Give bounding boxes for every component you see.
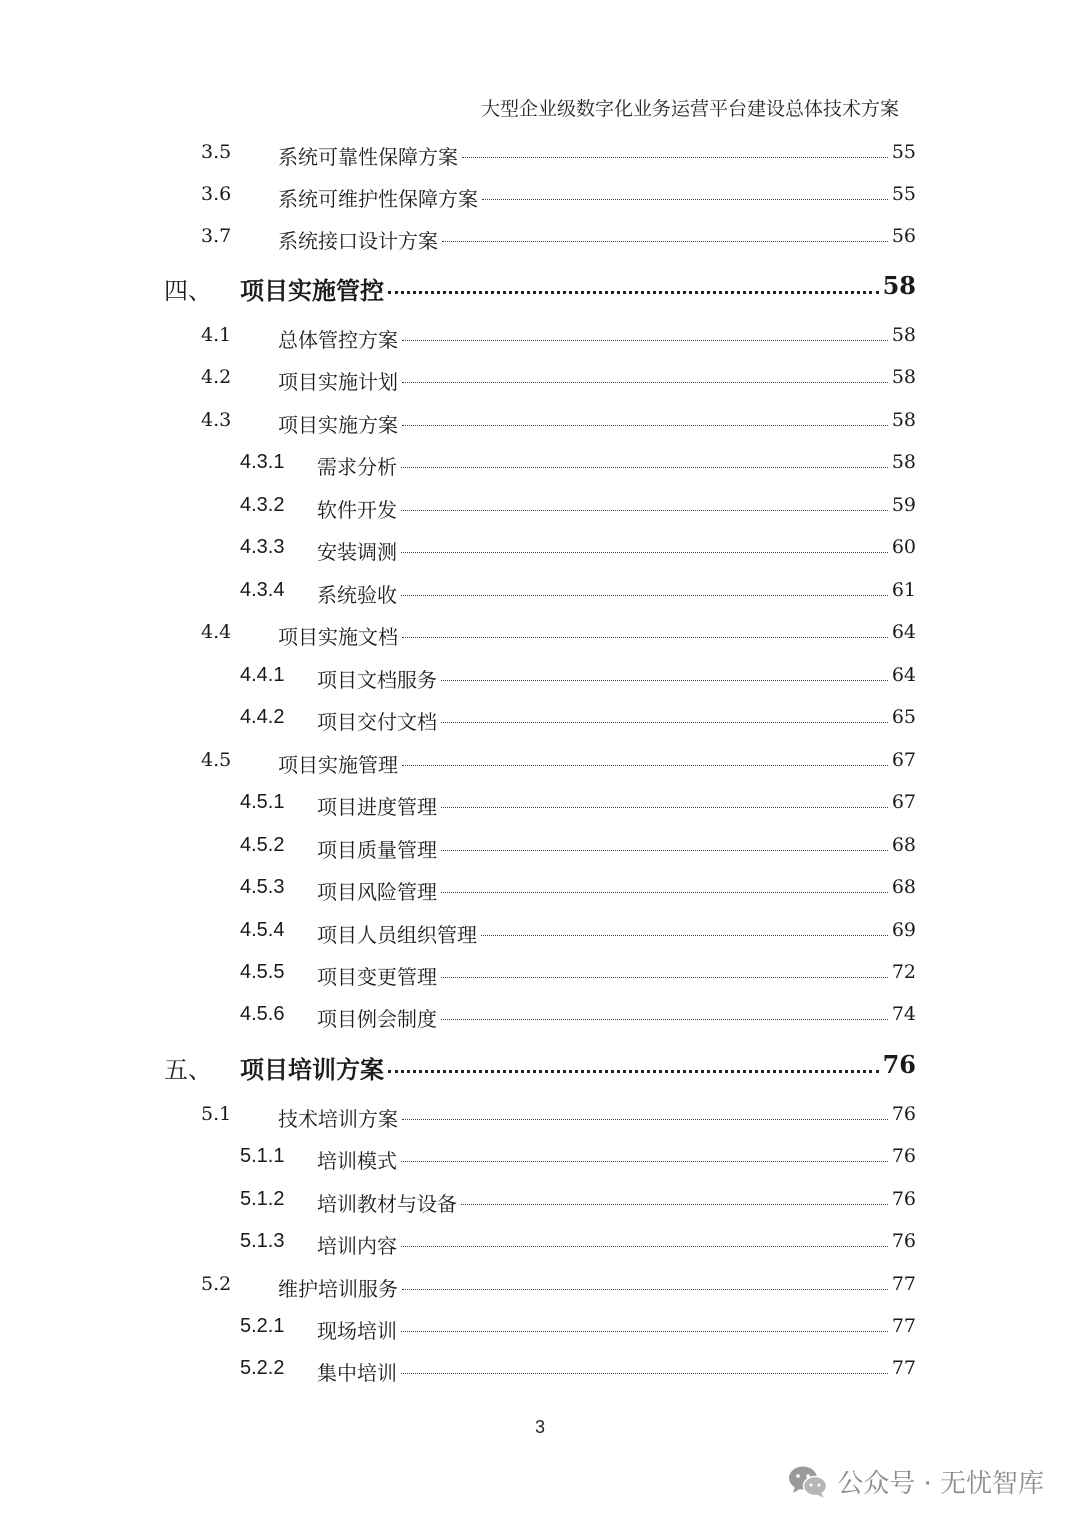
toc-entry-title: 软件开发 [317,498,397,522]
toc-entry-title: 项目进度管理 [317,795,437,819]
toc-entry-page: 65 [891,706,916,728]
toc-entry-title: 系统接口设计方案 [278,229,438,253]
toc-entry-number: 3.6 [201,183,232,205]
toc-entry-number: 4.5.1 [240,791,285,813]
toc-dot-leader [401,1161,888,1162]
toc-entry-title: 项目交付文档 [317,710,437,734]
toc-entry-number: 4.1 [201,324,232,346]
toc-entry-title: 系统可靠性保障方案 [278,145,458,169]
toc-entry-number: 4.4.2 [240,706,285,728]
toc-entry-page: 76 [891,1188,916,1210]
toc-entry-title: 技术培训方案 [278,1107,398,1131]
toc-entry-title: 项目实施管控 [240,276,384,305]
toc-entry-number: 5.1 [201,1103,232,1125]
toc-entry-number: 5.2 [201,1273,232,1295]
toc-entry-page: 69 [891,919,916,941]
toc-entry-number: 4.3.2 [240,494,285,516]
toc-entry-page: 64 [891,621,916,643]
toc-entry-title: 项目实施文档 [278,625,398,649]
toc-dot-leader [401,1373,888,1374]
toc-dot-leader [441,850,888,851]
toc-dot-leader [401,467,888,468]
toc-entry-number: 4.5 [201,749,232,771]
toc-entry-page: 61 [891,579,916,601]
toc-dot-leader [401,1246,888,1247]
toc-entry-number: 4.5.2 [240,834,285,856]
toc-dot-leader [402,340,888,341]
toc-entry-page: 55 [891,183,916,205]
toc-entry-page: 68 [891,876,916,898]
toc-entry-page: 67 [891,749,916,771]
toc-dot-leader [402,425,888,426]
toc-dot-leader [401,1331,888,1332]
toc-entry-page: 55 [891,141,916,163]
toc-dot-leader [482,199,888,200]
toc-dot-leader [402,637,888,638]
toc-dot-leader [441,892,888,893]
toc-entry-title: 项目人员组织管理 [317,923,477,947]
toc-dot-leader [402,765,888,766]
toc-entry-number: 5.1.1 [240,1145,285,1167]
toc-dot-leader [441,680,888,681]
toc-entry-title: 需求分析 [317,455,397,479]
toc-entry-title: 项目变更管理 [317,965,437,989]
wechat-icon [787,1464,829,1500]
toc-entry-page: 58 [882,271,916,300]
toc-entry-number: 5.2.2 [240,1357,285,1379]
toc-entry-title: 项目实施管理 [278,753,398,777]
toc-dot-leader [441,722,888,723]
toc-entry-page: 76 [891,1103,916,1125]
toc-entry-title: 培训教材与设备 [317,1192,457,1216]
toc-entry-title: 总体管控方案 [278,328,398,352]
toc-entry-title: 集中培训 [317,1361,397,1385]
toc-entry-number: 4.5.4 [240,919,285,941]
toc-entry-page: 59 [891,494,916,516]
toc-entry-title: 项目实施方案 [278,413,398,437]
toc-dot-leader [402,382,888,383]
watermark [787,1463,1044,1500]
toc-entry-title: 项目实施计划 [278,370,398,394]
toc-dot-leader [461,1204,888,1205]
toc-entry-number: 4.3.4 [240,579,285,601]
toc-entry-page: 76 [882,1050,916,1079]
toc-dot-leader [441,1019,888,1020]
toc-entry-title: 系统可维护性保障方案 [278,187,478,211]
toc-entry-page: 77 [891,1315,916,1337]
toc-entry-page: 68 [891,834,916,856]
toc-dot-leader [481,935,888,936]
toc-entry-page: 72 [891,961,916,983]
running-header: 大型企业级数字化业务运营平台建设总体技术方案 [480,98,899,120]
toc-entry-number: 五、 [164,1056,212,1084]
toc-entry-page: 74 [891,1003,916,1025]
toc-entry-page: 77 [891,1273,916,1295]
toc-entry-page: 64 [891,664,916,686]
toc-dot-leader [402,1289,888,1290]
toc-entry-number: 4.5.5 [240,961,285,983]
toc-entry-number: 4.4 [201,621,232,643]
toc-entry-title: 维护培训服务 [278,1277,398,1301]
toc-dot-leader [442,241,888,242]
toc-entry-title: 项目例会制度 [317,1007,437,1031]
toc-entry-title: 现场培训 [317,1319,397,1343]
toc-dot-leader [388,291,879,294]
toc-entry-number: 4.2 [201,366,232,388]
toc-entry-title: 项目文档服务 [317,668,437,692]
page-number: 3 [534,1417,545,1437]
toc-entry-number: 4.5.3 [240,876,285,898]
toc-entry-page: 76 [891,1145,916,1167]
toc-entry-number: 4.3.3 [240,536,285,558]
toc-entry-page: 58 [891,366,916,388]
toc-entry-number: 5.1.3 [240,1230,285,1252]
toc-entry-page: 58 [891,409,916,431]
toc-entry-title: 项目质量管理 [317,838,437,862]
toc-entry-page: 77 [891,1357,916,1379]
toc-entry-page: 67 [891,791,916,813]
toc-dot-leader [402,1119,888,1120]
toc-dot-leader [401,552,888,553]
toc-entry-title: 培训内容 [317,1234,397,1258]
toc-entry-number: 4.3 [201,409,232,431]
toc-entry-number: 3.5 [201,141,232,163]
toc-entry-number: 4.3.1 [240,451,285,473]
toc-dot-leader [401,510,888,511]
toc-entry-page: 58 [891,324,916,346]
toc-entry-number: 3.7 [201,225,232,247]
toc-entry-number: 4.4.1 [240,664,285,686]
toc-entry-title: 系统验收 [317,583,397,607]
toc-entry-title: 培训模式 [317,1149,397,1173]
toc-dot-leader [462,157,888,158]
toc-entry-page: 60 [891,536,916,558]
toc-entry-page: 76 [891,1230,916,1252]
toc-entry-title: 项目风险管理 [317,880,437,904]
toc-entry-number: 四、 [164,277,212,305]
toc-entry-number: 5.2.1 [240,1315,285,1337]
toc-entry-page: 56 [891,225,916,247]
toc-entry-page: 58 [891,451,916,473]
toc-dot-leader [441,977,888,978]
watermark-text: 公众号 · 无忧智库 [837,1469,1044,1499]
toc-dot-leader [388,1070,879,1073]
toc-entry-number: 4.5.6 [240,1003,285,1025]
toc-dot-leader [401,595,888,596]
toc-entry-title: 安装调测 [317,540,397,564]
toc-dot-leader [441,807,888,808]
toc-entry-title: 项目培训方案 [240,1055,384,1084]
toc-entry-number: 5.1.2 [240,1188,285,1210]
